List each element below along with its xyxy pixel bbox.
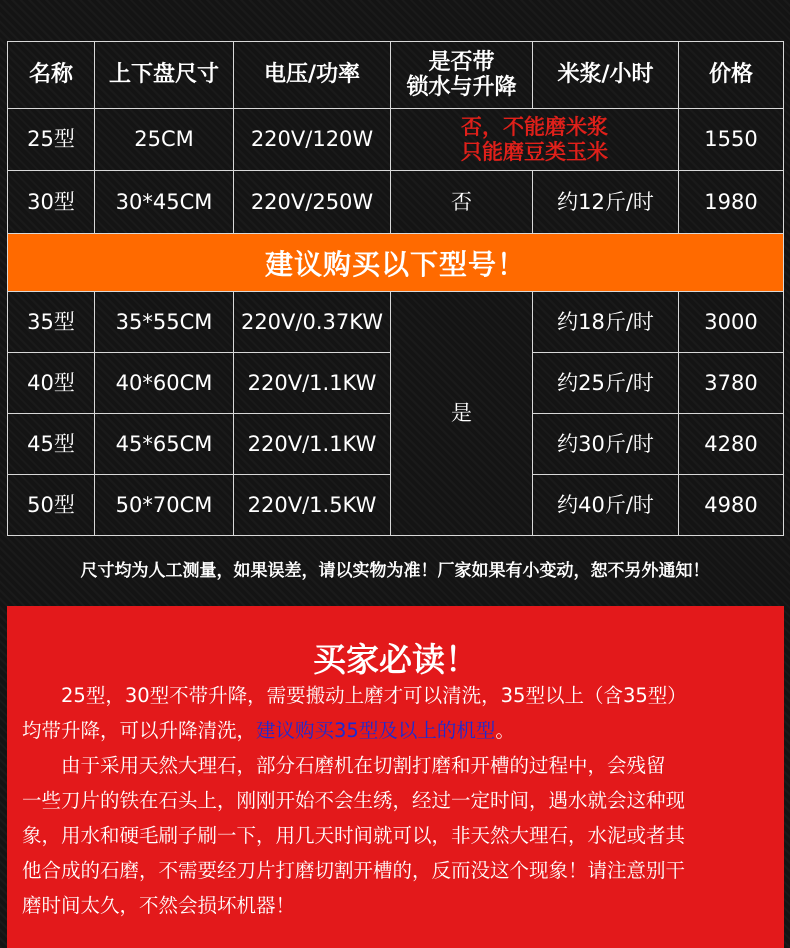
notice-p2-line: 象，用水和硬毛刷子刷一下，用几天时间就可以，非天然大理石，水泥或者其 <box>22 824 686 847</box>
row-35-price: 3000 <box>679 292 783 353</box>
row-30-price: 1980 <box>704 189 758 214</box>
notice-p2-line: 一些刀片的铁在石头上，刚刚开始不会生绣，经过一定时间，遇水就会这种现 <box>22 789 686 812</box>
header-name: 名称 <box>8 42 95 109</box>
notice-paragraph-1 <box>22 678 777 748</box>
row-25-warning-line2: 只能磨豆类玉米 <box>461 139 608 164</box>
row-45-power: 220V/1.1KW <box>234 414 391 475</box>
notice-title: 买家必读！ <box>313 640 478 679</box>
row-45-name: 45型 <box>8 414 95 475</box>
header-power: 电压/功率 <box>234 42 391 109</box>
row-40-price: 3780 <box>679 353 783 414</box>
notice-p1-line2 <box>22 713 777 748</box>
recommend-banner: 建议购买以下型号！ <box>8 233 783 292</box>
header-lock <box>391 42 533 109</box>
row-50-power: 220V/1.5KW <box>234 475 391 535</box>
recommend-link[interactable]: 建议购买35型及以上的机型 <box>256 719 496 742</box>
notice-p1-text: 均带升降，可以升降清洗， <box>22 719 257 742</box>
row-45-price: 4280 <box>679 414 783 475</box>
row-30-name: 30型 <box>8 171 95 233</box>
row-25-size: 25CM <box>95 109 234 171</box>
merged-lock-yes: 是 <box>391 292 533 535</box>
spec-table <box>7 41 784 536</box>
row-50-name: 50型 <box>8 475 95 535</box>
row-50-rate: 约40斤/时 <box>533 475 679 535</box>
row-40-name: 40型 <box>8 353 95 414</box>
row-40-rate: 约25斤/时 <box>533 353 679 414</box>
notice-p2-line: 磨时间太久，不然会损坏机器！ <box>22 894 296 917</box>
row-50-size: 50*70CM <box>95 475 234 535</box>
row-30-lock: 否 <box>391 171 533 233</box>
row-35-rate: 约18斤/时 <box>533 292 679 353</box>
row-25-power: 220V/120W <box>234 109 391 171</box>
row-35-size: 35*55CM <box>95 292 234 353</box>
row-25-name: 25型 <box>8 109 95 171</box>
row-30-rate: 约12斤/时 <box>533 171 679 233</box>
row-35-power: 220V/0.37KW <box>234 292 391 353</box>
row-40-power: 220V/1.1KW <box>234 353 391 414</box>
row-25-price: 1550 <box>679 109 783 171</box>
row-40-size: 40*60CM <box>95 353 234 414</box>
buyer-notice <box>7 606 784 948</box>
measurement-note: 尺寸均为人工测量，如果误差，请以实物为准！厂家如果有小变动，恕不另外通知！ <box>80 561 710 581</box>
notice-paragraph-2 <box>22 748 777 923</box>
notice-p1-end: 。 <box>495 719 515 742</box>
notice-p2-line: 由于采用天然大理石，部分石磨机在切割打磨和开槽的过程中，会残留 <box>61 754 666 777</box>
notice-p2-line: 他合成的石磨，不需要经刀片打磨切割开槽的，反而没这个现象！请注意别干 <box>22 859 686 882</box>
row-25-warning <box>391 109 679 171</box>
row-45-size: 45*65CM <box>95 414 234 475</box>
header-size: 上下盘尺寸 <box>95 42 234 109</box>
row-30-power: 220V/250W <box>234 171 391 233</box>
row-45-rate: 约30斤/时 <box>533 414 679 475</box>
header-lock-line1: 是否带 <box>428 49 495 75</box>
header-price: 价格 <box>679 42 783 109</box>
notice-p1-line1: 25型，30型不带升降，需要搬动上磨才可以清洗，35型以上（含35型） <box>61 684 687 707</box>
row-50-price: 4980 <box>704 492 758 517</box>
row-25-warning-line1: 否，不能磨米浆 <box>461 115 608 140</box>
header-lock-line2: 锁水与升降 <box>406 75 517 100</box>
row-35-name: 35型 <box>8 292 95 353</box>
row-30-size: 30*45CM <box>95 171 234 233</box>
header-rate: 米浆/小时 <box>533 42 679 109</box>
